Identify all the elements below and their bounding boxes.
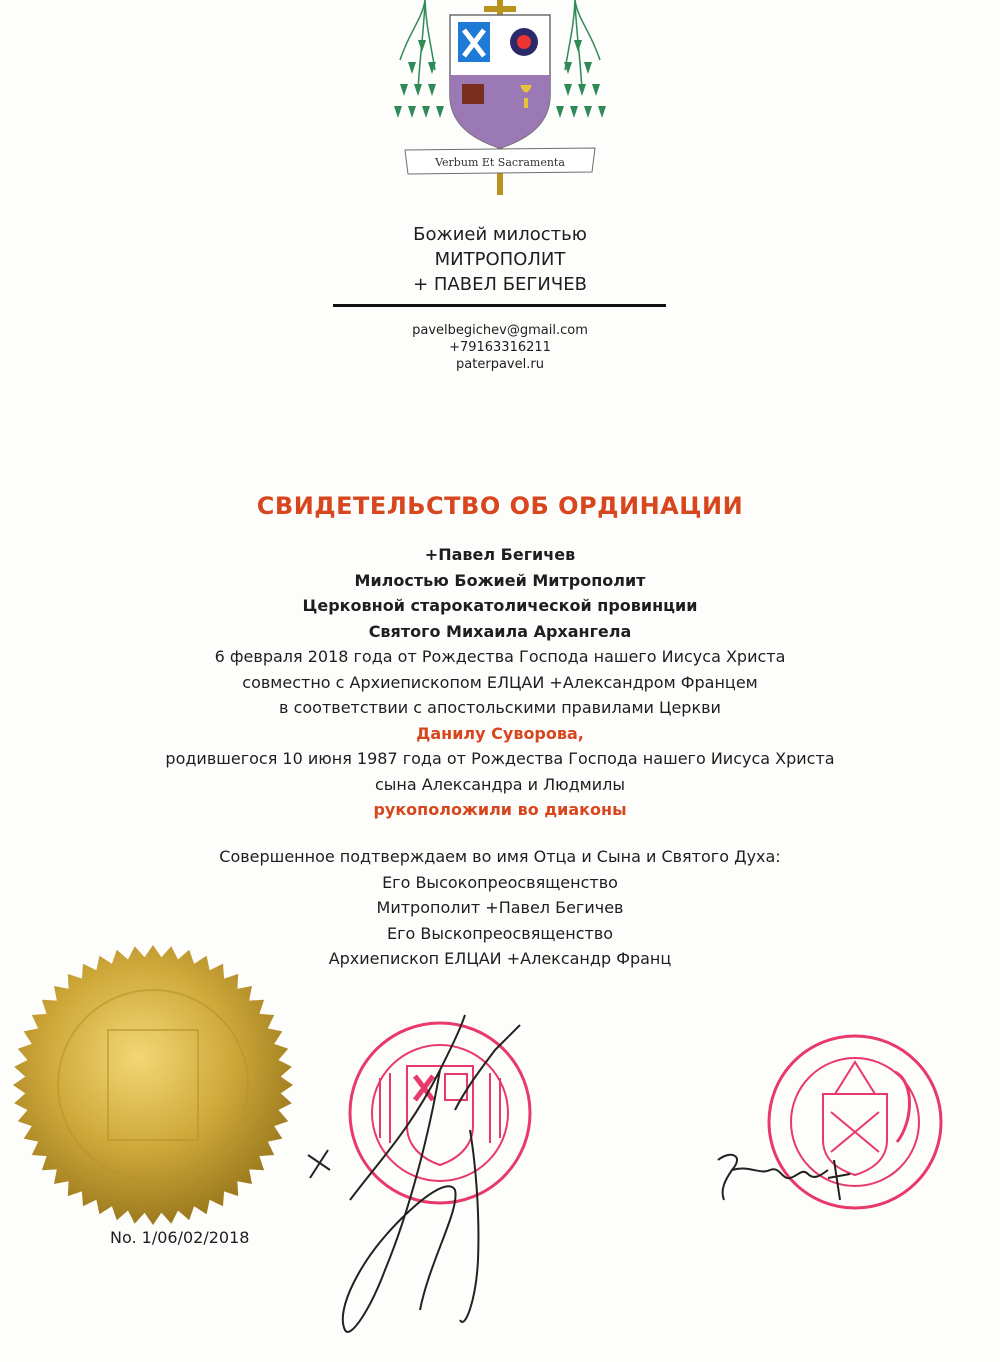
document-number: No. 1/06/02/2018 — [110, 1228, 250, 1247]
contact-website: paterpavel.ru — [456, 357, 544, 372]
confirmation-line: Митрополит +Павел Бегичев — [376, 898, 624, 917]
bold-line: Святого Михаила Архангела — [368, 621, 632, 641]
header-line1: Божией милостью — [413, 224, 587, 245]
confirmation-line: Архиепископ ЕЛЦАИ +Александр Франц — [328, 949, 672, 968]
confirmation-line: Его Высокопреосвященство — [382, 872, 618, 892]
parents-line: сына Александра и Людмилы — [374, 774, 625, 794]
bold-line: Милостью Божией Митрополит — [354, 570, 646, 590]
coat-of-arms-icon — [380, 0, 620, 200]
bold-line: +Павел Бегичев — [424, 545, 576, 564]
with-line: совместно с Архиепископом ЕЛЦАИ +Александром Францем — [242, 672, 758, 692]
right-signature-icon — [710, 1130, 855, 1210]
certificate-body — [0, 542, 1000, 823]
contact-email: pavelbegichev@gmail.com — [412, 323, 588, 338]
header-line3: + ПАВЕЛ БЕГИЧЕВ — [413, 274, 587, 295]
ordination-line: рукоположили во диаконы — [373, 800, 627, 819]
bold-line: Церковной старокатолической провинции — [302, 596, 698, 615]
motto-text: Verbum Et Sacramenta — [435, 156, 565, 169]
left-signature-icon — [290, 1010, 550, 1355]
certificate-title: СВИДЕТЕЛЬСТВО ОБ ОРДИНАЦИИ — [256, 492, 744, 520]
header-line2: МИТРОПОЛИТ — [434, 249, 566, 270]
born-line: родившегося 10 июня 1987 года от Рождества Господа нашего Иисуса Христа — [165, 749, 835, 768]
gold-seal-icon — [8, 940, 298, 1230]
rules-line: в соответствии с апостольскими правилами Церкви — [279, 698, 721, 717]
ordinand-name: Данилу Суворова, — [416, 723, 584, 743]
header-divider — [333, 304, 666, 307]
confirmation-line: Его Выскопреосвященство — [386, 923, 614, 943]
date-line: 6 февраля 2018 года от Рождества Господа нашего Иисуса Христа — [214, 647, 786, 666]
confirmation-intro: Совершенное подтверждаем во имя Отца и Сына и Святого Духа: — [219, 847, 781, 866]
contacts — [0, 322, 1000, 373]
letterhead — [0, 222, 1000, 297]
contact-phone: +79163316211 — [449, 340, 551, 355]
